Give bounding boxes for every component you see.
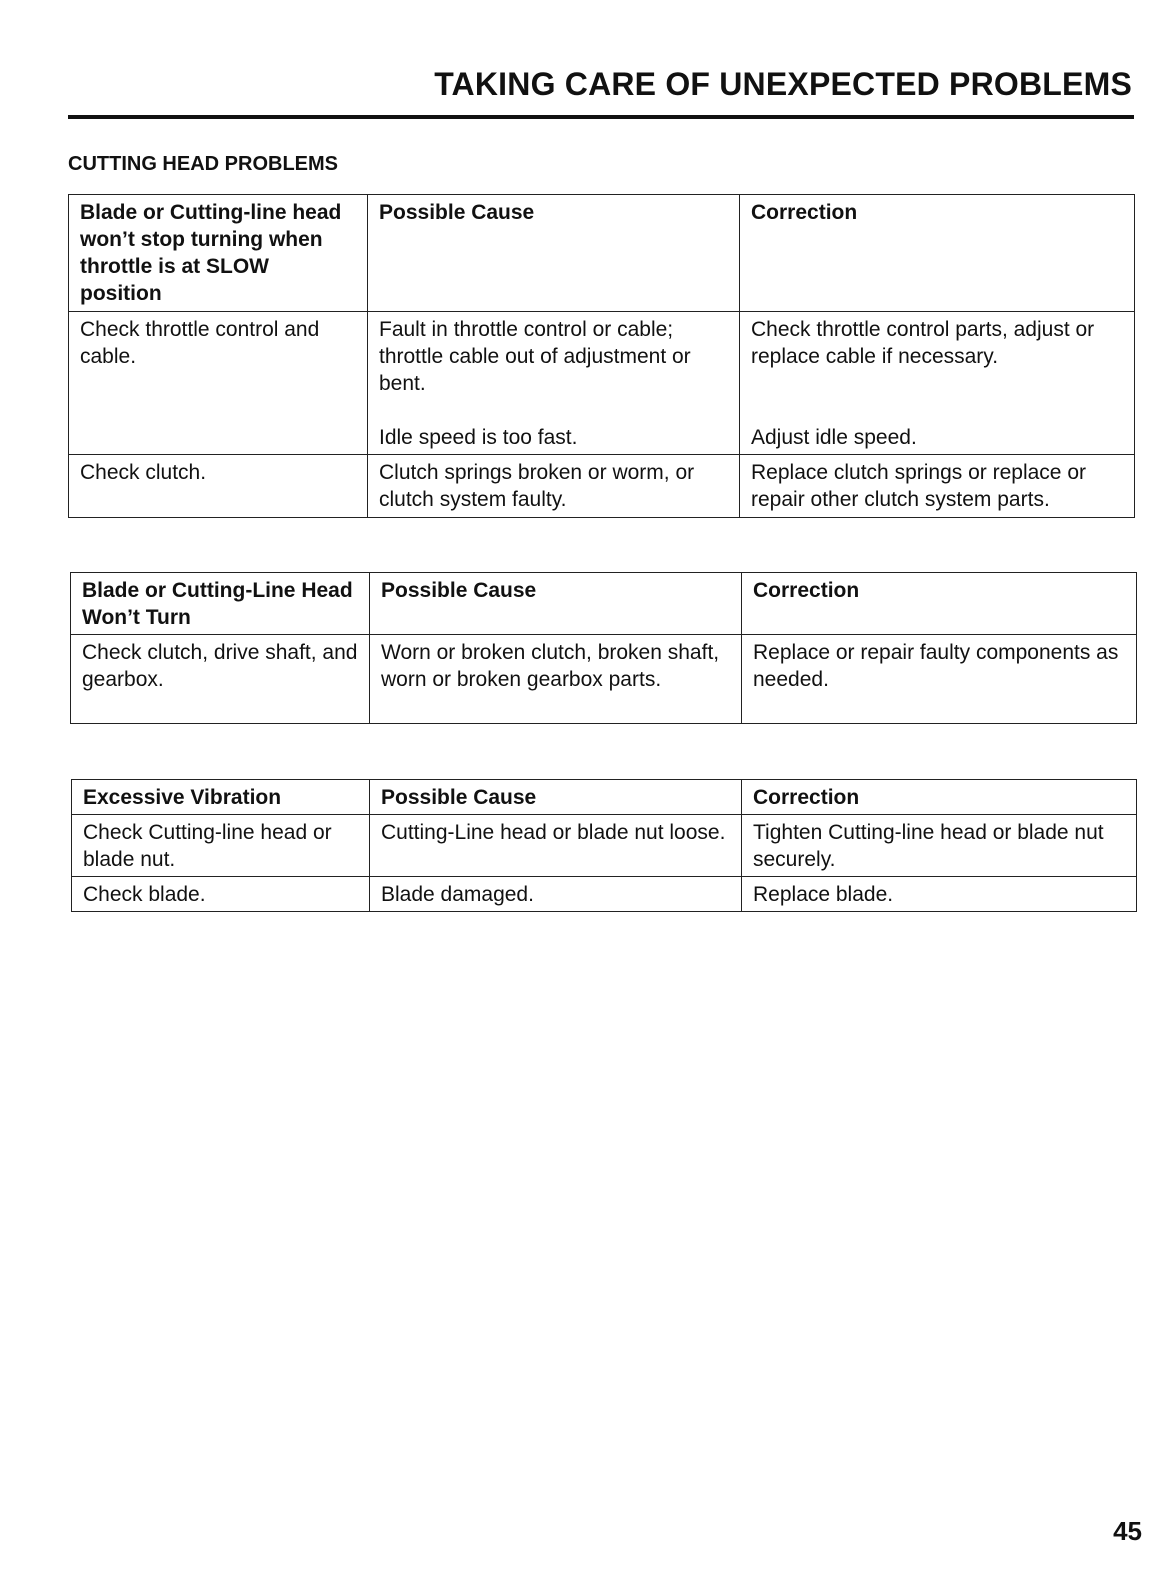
wont-turn-table	[70, 572, 1137, 724]
vibration-table	[71, 779, 1137, 912]
table-header-row	[72, 780, 1137, 815]
problem-header: Excessive Vibration	[72, 780, 370, 815]
check-cell: Check clutch, drive shaft, and gearbox.	[71, 635, 370, 724]
cause-cell: Cutting-Line head or blade nut loose.	[370, 815, 742, 877]
cause-cell: Clutch springs broken or worm, or clutch system faulty.	[368, 455, 740, 518]
table-header-row	[69, 195, 1135, 312]
section-heading: CUTTING HEAD PROBLEMS	[68, 153, 338, 175]
cause-cell	[368, 312, 740, 455]
title-rule	[68, 115, 1134, 119]
table-row	[71, 635, 1137, 724]
cause-header: Possible Cause	[368, 195, 740, 312]
cause-cell: Worn or broken clutch, broken shaft, worn or broken gearbox parts.	[370, 635, 742, 724]
correction-cell: Replace clutch springs or replace or repair other clutch system parts.	[740, 455, 1135, 518]
check-cell: Check Cutting-line head or blade nut.	[72, 815, 370, 877]
cause-text: Fault in throttle control or cable; throttle cable out of adjustment or bent.	[379, 318, 691, 395]
problem-header: Blade or Cutting-line head won’t stop turning when throttle is at SLOW position	[69, 195, 368, 312]
correction-cell	[740, 312, 1135, 455]
correction-header: Correction	[740, 195, 1135, 312]
cause-text: Idle speed is too fast.	[379, 426, 578, 449]
table-header-row	[71, 573, 1137, 635]
correction-header: Correction	[742, 573, 1137, 635]
check-cell: Check clutch.	[69, 455, 368, 518]
correction-text: Check throttle control parts, adjust or replace cable if necessary.	[751, 318, 1095, 368]
cause-header: Possible Cause	[370, 573, 742, 635]
correction-header: Correction	[742, 780, 1137, 815]
table-row	[72, 815, 1137, 877]
correction-cell: Tighten Cutting-line head or blade nut securely.	[742, 815, 1137, 877]
correction-cell: Replace blade.	[742, 877, 1137, 912]
problem-header: Blade or Cutting-Line Head Won’t Turn	[71, 573, 370, 635]
check-cell: Check throttle control and cable.	[69, 312, 368, 455]
throttle-problem-table	[68, 194, 1135, 518]
table-row	[69, 312, 1135, 455]
check-cell: Check blade.	[72, 877, 370, 912]
page-title: TAKING CARE OF UNEXPECTED PROBLEMS	[434, 66, 1132, 102]
page-number: 45	[1113, 1516, 1142, 1546]
cause-cell: Blade damaged.	[370, 877, 742, 912]
correction-text: Adjust idle speed.	[751, 426, 917, 449]
correction-cell: Replace or repair faulty components as needed.	[742, 635, 1137, 724]
table-row	[69, 455, 1135, 518]
table-row	[72, 877, 1137, 912]
cause-header: Possible Cause	[370, 780, 742, 815]
